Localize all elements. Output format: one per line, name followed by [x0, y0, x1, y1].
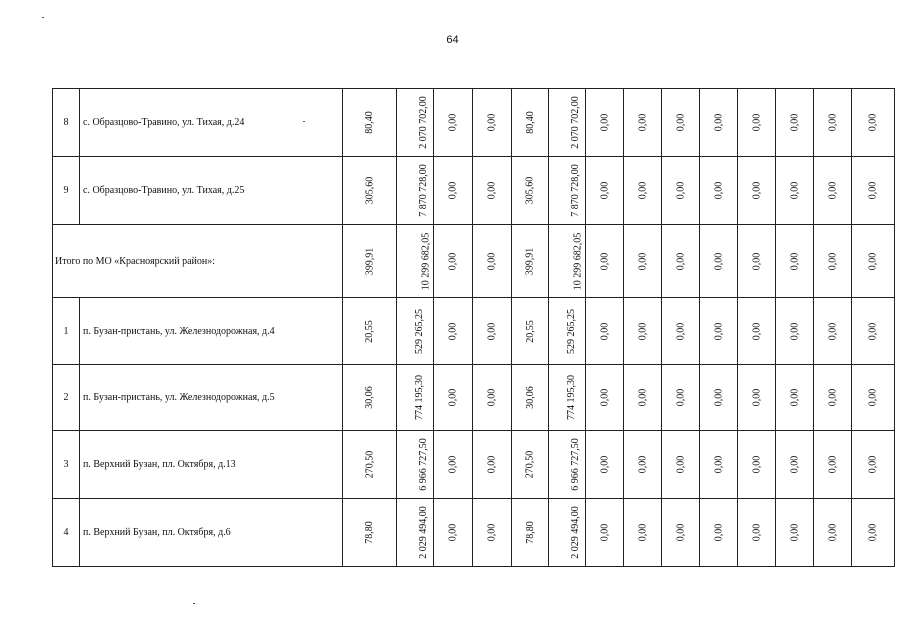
- value-text: 2 070 702,00: [417, 96, 429, 149]
- value-text: 0,00: [827, 322, 838, 340]
- value-cell: [434, 89, 473, 157]
- value-text: 78,80: [524, 521, 536, 544]
- value-text: 0,00: [486, 252, 498, 270]
- value-cell: [852, 157, 895, 225]
- value-text: 305,60: [364, 176, 375, 205]
- value-text: 0,00: [867, 455, 879, 474]
- value-text: 10 299 682,05: [420, 232, 432, 290]
- value-cell: [814, 499, 852, 567]
- value-text: 0,00: [675, 252, 686, 270]
- value-text: 0,00: [447, 523, 459, 542]
- value-cell: [549, 225, 586, 298]
- value-text: 0,00: [751, 523, 762, 542]
- row-number: 9: [53, 157, 80, 225]
- row-number: 2: [53, 365, 80, 431]
- value-text: 0,00: [789, 455, 800, 474]
- value-text: 80,40: [524, 111, 536, 134]
- value-cell: [586, 157, 624, 225]
- value-cell: [343, 499, 397, 567]
- value-cell: [586, 225, 624, 298]
- value-cell: [397, 365, 434, 431]
- value-text: 2 029 494,00: [417, 506, 429, 559]
- value-cell: [700, 225, 738, 298]
- scan-speck: [42, 17, 44, 18]
- value-cell: [397, 431, 434, 499]
- value-text: 0,00: [867, 523, 879, 542]
- value-cell: [624, 157, 662, 225]
- address-cell: с. Образцово-Травино, ул. Тихая, д.24: [80, 89, 343, 157]
- value-text: 0,00: [675, 181, 686, 200]
- value-cell: [434, 157, 473, 225]
- value-text: 0,00: [789, 523, 800, 542]
- row-number: 8: [53, 89, 80, 157]
- address-cell: п. Бузан-пристань, ул. Железнодорожная, д.4: [80, 298, 343, 365]
- value-cell: [700, 298, 738, 365]
- value-text: 0,00: [675, 523, 686, 542]
- page-number: 64: [446, 34, 459, 46]
- value-cell: [473, 89, 512, 157]
- value-cell: [397, 499, 434, 567]
- value-text: 0,00: [637, 181, 648, 200]
- value-text: 0,00: [599, 252, 610, 270]
- value-text: 0,00: [447, 113, 459, 132]
- value-text: 0,00: [447, 388, 459, 407]
- value-cell: [512, 499, 549, 567]
- value-cell: [814, 431, 852, 499]
- address-cell: с. Образцово-Травино, ул. Тихая, д.25: [80, 157, 343, 225]
- value-cell: [624, 225, 662, 298]
- value-cell: [776, 499, 814, 567]
- value-cell: [776, 157, 814, 225]
- value-text: 0,00: [599, 388, 610, 407]
- value-cell: [586, 365, 624, 431]
- value-text: 0,00: [713, 113, 724, 132]
- value-text: 0,00: [486, 388, 498, 407]
- value-cell: [434, 298, 473, 365]
- value-cell: [662, 431, 700, 499]
- value-cell: [662, 298, 700, 365]
- value-cell: [624, 89, 662, 157]
- value-cell: [397, 89, 434, 157]
- value-cell: [852, 225, 895, 298]
- value-text: 0,00: [675, 322, 686, 340]
- value-text: 0,00: [675, 113, 686, 132]
- value-text: 0,00: [789, 252, 800, 270]
- value-cell: [776, 89, 814, 157]
- value-text: 0,00: [751, 113, 762, 132]
- value-cell: [814, 365, 852, 431]
- value-cell: [624, 499, 662, 567]
- value-text: 0,00: [713, 322, 724, 340]
- value-text: 0,00: [486, 322, 498, 340]
- value-text: 0,00: [599, 455, 610, 474]
- total-label: Итого по МО «Красноярский район»:: [53, 225, 343, 298]
- value-text: 6 966 727,50: [417, 438, 429, 491]
- value-text: 305,60: [524, 176, 536, 205]
- value-text: 0,00: [637, 322, 648, 340]
- table-row: [53, 365, 895, 431]
- scan-speck: [193, 603, 195, 604]
- value-text: 0,00: [867, 388, 879, 407]
- value-text: 0,00: [751, 322, 762, 340]
- value-text: 0,00: [713, 388, 724, 407]
- value-cell: [549, 365, 586, 431]
- value-cell: [814, 157, 852, 225]
- value-text: 0,00: [713, 181, 724, 200]
- value-cell: [512, 157, 549, 225]
- value-cell: [624, 365, 662, 431]
- value-text: 0,00: [751, 252, 762, 270]
- value-text: 0,00: [447, 252, 459, 270]
- value-cell: [738, 225, 776, 298]
- value-cell: [700, 157, 738, 225]
- value-text: 0,00: [789, 113, 800, 132]
- value-text: 2 070 702,00: [569, 96, 581, 149]
- value-cell: [662, 89, 700, 157]
- value-cell: [473, 157, 512, 225]
- row-number: 1: [53, 298, 80, 365]
- value-cell: [473, 225, 512, 298]
- value-cell: [662, 225, 700, 298]
- value-cell: [776, 431, 814, 499]
- value-text: 0,00: [751, 388, 762, 407]
- table-row: [53, 89, 895, 157]
- value-text: 0,00: [675, 455, 686, 474]
- value-cell: [814, 225, 852, 298]
- value-cell: [700, 499, 738, 567]
- row-number: 4: [53, 499, 80, 567]
- value-text: 0,00: [789, 181, 800, 200]
- value-cell: [814, 89, 852, 157]
- value-text: 0,00: [599, 322, 610, 340]
- value-text: 0,00: [599, 113, 610, 132]
- table-row: [53, 298, 895, 365]
- value-cell: [343, 298, 397, 365]
- value-text: 270,50: [524, 450, 536, 479]
- value-cell: [738, 499, 776, 567]
- value-cell: [852, 431, 895, 499]
- value-cell: [512, 89, 549, 157]
- value-text: 0,00: [486, 455, 498, 474]
- value-text: 2 029 494,00: [569, 506, 581, 559]
- value-text: 30,06: [524, 386, 536, 409]
- value-text: 0,00: [637, 455, 648, 474]
- table-row: [53, 431, 895, 499]
- value-text: 0,00: [486, 181, 498, 200]
- value-text: 0,00: [447, 181, 459, 200]
- value-text: 0,00: [867, 252, 879, 270]
- table-row: [53, 157, 895, 225]
- value-cell: [549, 431, 586, 499]
- value-cell: [512, 365, 549, 431]
- value-text: 399,91: [364, 247, 375, 275]
- value-cell: [343, 431, 397, 499]
- value-cell: [343, 89, 397, 157]
- value-text: 0,00: [713, 252, 724, 270]
- address-cell: п. Верхний Бузан, пл. Октября, д.13: [80, 431, 343, 499]
- value-cell: [397, 298, 434, 365]
- value-text: 0,00: [827, 523, 838, 542]
- address-cell: п. Бузан-пристань, ул. Железнодорожная, д.5: [80, 365, 343, 431]
- value-cell: [852, 499, 895, 567]
- value-cell: [586, 431, 624, 499]
- value-cell: [852, 365, 895, 431]
- value-cell: [586, 298, 624, 365]
- value-cell: [852, 298, 895, 365]
- value-cell: [343, 365, 397, 431]
- value-cell: [434, 225, 473, 298]
- value-text: 0,00: [751, 181, 762, 200]
- value-text: 529 265,25: [566, 308, 577, 354]
- value-cell: [738, 365, 776, 431]
- value-cell: [434, 431, 473, 499]
- value-cell: [512, 225, 549, 298]
- table-row: [53, 499, 895, 567]
- value-text: 0,00: [637, 113, 648, 132]
- value-text: 0,00: [827, 455, 838, 474]
- value-text: 0,00: [867, 181, 879, 200]
- value-cell: [738, 157, 776, 225]
- value-text: 0,00: [486, 523, 498, 542]
- value-cell: [776, 298, 814, 365]
- value-cell: [662, 157, 700, 225]
- row-number: 3: [53, 431, 80, 499]
- value-cell: [624, 298, 662, 365]
- value-text: 30,06: [364, 386, 375, 409]
- value-cell: [662, 499, 700, 567]
- value-text: 0,00: [827, 388, 838, 407]
- value-cell: [738, 298, 776, 365]
- value-cell: [700, 365, 738, 431]
- value-cell: [586, 499, 624, 567]
- value-text: 399,91: [524, 247, 536, 275]
- value-cell: [549, 89, 586, 157]
- value-cell: [700, 89, 738, 157]
- value-text: 0,00: [637, 388, 648, 407]
- value-text: 0,00: [827, 181, 838, 200]
- value-cell: [397, 225, 434, 298]
- value-text: 7 870 728,00: [569, 164, 581, 217]
- value-cell: [473, 431, 512, 499]
- value-text: 774 195,30: [566, 375, 577, 420]
- value-text: 80,40: [364, 111, 375, 134]
- value-text: 0,00: [789, 388, 800, 407]
- value-cell: [512, 431, 549, 499]
- value-text: 20,55: [524, 319, 536, 343]
- value-text: 270,50: [364, 450, 375, 479]
- value-cell: [776, 225, 814, 298]
- value-cell: [700, 431, 738, 499]
- value-cell: [662, 365, 700, 431]
- value-text: 0,00: [637, 252, 648, 270]
- value-text: 0,00: [637, 523, 648, 542]
- value-text: 0,00: [447, 322, 459, 340]
- housing-table: [52, 88, 895, 567]
- value-text: 0,00: [827, 252, 838, 270]
- value-text: 0,00: [751, 455, 762, 474]
- value-cell: [473, 365, 512, 431]
- value-text: 0,00: [486, 113, 498, 132]
- value-cell: [473, 298, 512, 365]
- value-cell: [738, 89, 776, 157]
- value-text: 0,00: [447, 455, 459, 474]
- value-text: 0,00: [599, 181, 610, 200]
- value-text: 0,00: [713, 455, 724, 474]
- value-cell: [549, 298, 586, 365]
- value-cell: [512, 298, 549, 365]
- value-cell: [434, 365, 473, 431]
- value-text: 0,00: [827, 113, 838, 132]
- value-cell: [738, 431, 776, 499]
- value-text: 0,00: [867, 322, 879, 340]
- value-cell: [343, 157, 397, 225]
- value-text: 774 195,30: [414, 375, 425, 420]
- value-text: 20,55: [364, 319, 375, 343]
- value-text: 0,00: [867, 113, 879, 132]
- address-cell: п. Верхний Бузан, пл. Октября, д.6: [80, 499, 343, 567]
- value-text: 7 870 728,00: [417, 164, 429, 217]
- value-text: 6 966 727,50: [569, 438, 581, 491]
- table-row: [53, 225, 895, 298]
- value-text: 78,80: [364, 521, 375, 544]
- value-text: 529 265,25: [414, 308, 425, 354]
- value-cell: [434, 499, 473, 567]
- value-cell: [397, 157, 434, 225]
- value-text: 0,00: [713, 523, 724, 542]
- value-cell: [586, 89, 624, 157]
- value-text: 0,00: [675, 388, 686, 407]
- value-cell: [776, 365, 814, 431]
- value-cell: [343, 225, 397, 298]
- value-cell: [549, 157, 586, 225]
- value-cell: [852, 89, 895, 157]
- value-text: 10 299 682,05: [572, 232, 584, 290]
- value-cell: [549, 499, 586, 567]
- value-cell: [624, 431, 662, 499]
- value-cell: [473, 499, 512, 567]
- value-text: 0,00: [599, 523, 610, 542]
- value-text: 0,00: [789, 322, 800, 340]
- value-cell: [814, 298, 852, 365]
